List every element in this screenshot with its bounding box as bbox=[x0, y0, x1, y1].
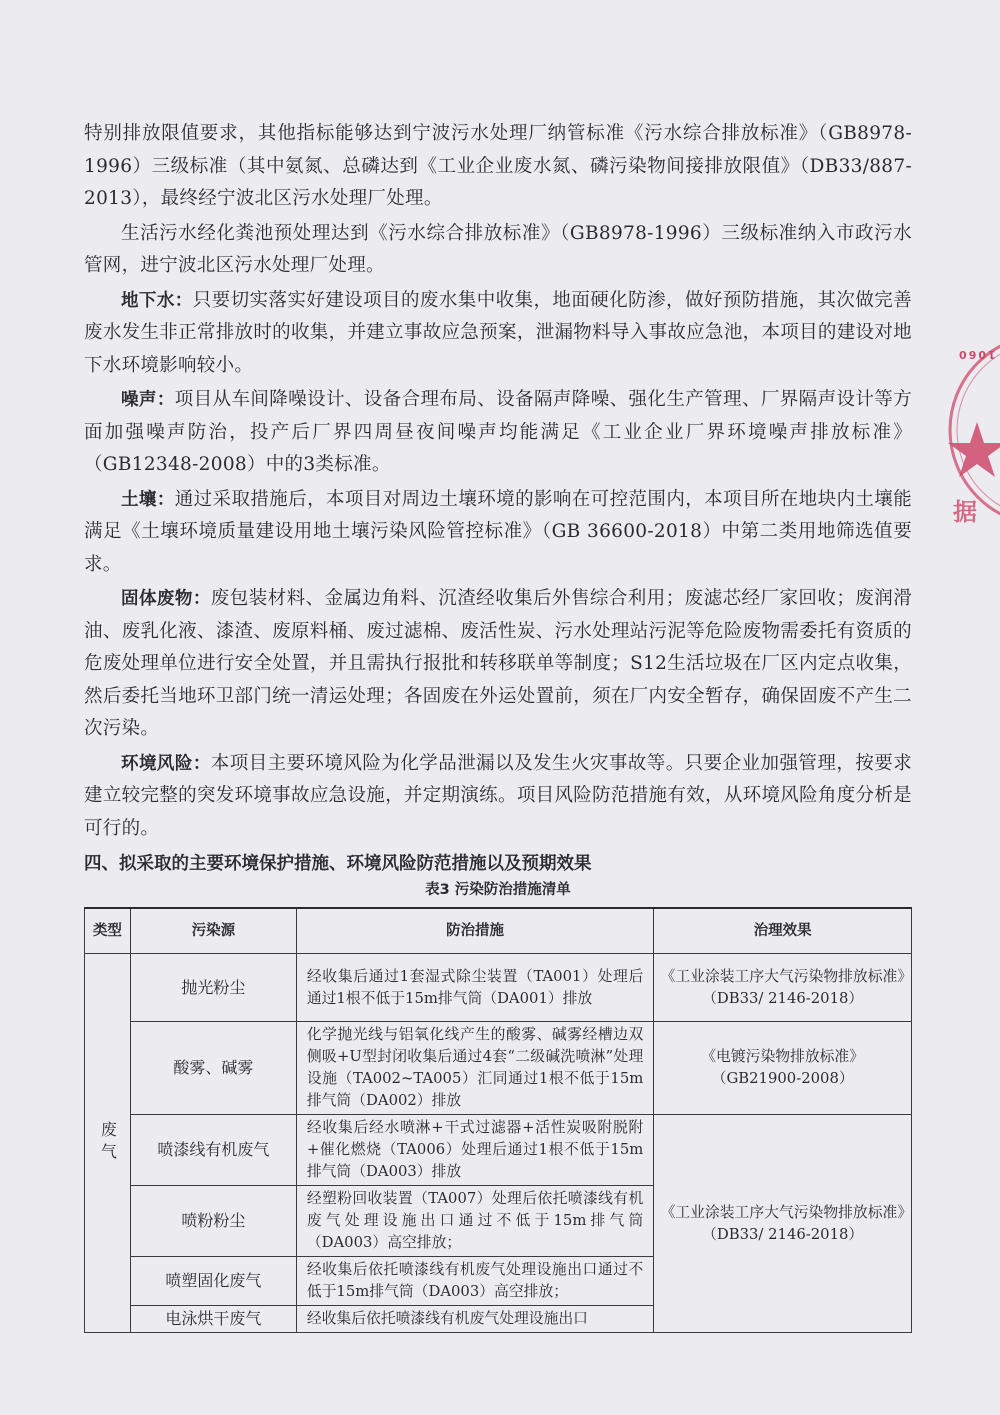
measure-cell: 经收集后通过1套湿式除尘装置（TA001）处理后通过1根不低于15m排气筒（DA001）排放 bbox=[296, 954, 653, 1022]
source-cell: 喷粉粉尘 bbox=[130, 1186, 296, 1257]
seal-char-fragment: 据 bbox=[953, 498, 977, 526]
paragraph-groundwater bbox=[84, 285, 912, 383]
header-source: 污染源 bbox=[130, 908, 296, 954]
paragraph-solid-waste bbox=[84, 583, 912, 746]
pollution-measures-table bbox=[84, 907, 912, 1333]
paragraph-label: 噪声： bbox=[121, 390, 175, 410]
effect-cell: 《工业涂装工序大气污染物排放标准》（DB33/ 2146-2018） bbox=[654, 954, 912, 1022]
paragraph-text: 特别排放限值要求，其他指标能够达到宁波污水处理厂纳管标准《污水综合排放标准》（GB8978-1996）三级标准（其中氨氮、总磷达到《工业企业废水氮、磷污染物间接排放限值》（DB33/887-2013），最终经宁波北区污水处理厂处理。 bbox=[84, 123, 912, 209]
measure-cell: 经收集后依托喷漆线有机废气处理设施出口 bbox=[296, 1306, 653, 1333]
paragraph-text: 废包装材料、金属边角料、沉渣经收集后外售综合利用；废滤芯经厂家回收；废润滑油、废乳化液、漆渣、废原料桶、废过滤棉、废活性炭、污水处理站污泥等危险废物需委托有资质的危废处理单位进行安全处置，并且需执行报批和转移联单等制度；S12生活垃圾在厂区内定点收集，然后委托当地环卫部门统一清运处理；各固废在外运处置前，须在厂内安全暂存，确保固废不产生二次污染。 bbox=[84, 588, 912, 739]
effect-cell: 《电镀污染物排放标准》（GB21900-2008） bbox=[654, 1022, 912, 1115]
effect-cell: 《工业涂装工序大气污染物排放标准》（DB33/ 2146-2018） bbox=[654, 1115, 912, 1333]
source-cell: 电泳烘干废气 bbox=[130, 1306, 296, 1333]
header-effect: 治理效果 bbox=[654, 908, 912, 954]
table-row bbox=[85, 1115, 912, 1186]
table-row bbox=[85, 954, 912, 1022]
paragraph-wastewater-standard bbox=[84, 118, 912, 216]
paragraph-noise bbox=[84, 384, 912, 482]
section-heading: 四、拟采取的主要环境保护措施、环境风险防范措施以及预期效果 bbox=[84, 854, 592, 874]
header-measure: 防治措施 bbox=[296, 908, 653, 954]
source-cell: 喷塑固化废气 bbox=[130, 1257, 296, 1306]
source-cell: 抛光粉尘 bbox=[130, 954, 296, 1022]
paragraph-domestic-sewage bbox=[84, 218, 912, 283]
type-cell: 废气 bbox=[85, 954, 131, 1333]
measure-cell: 经收集后经水喷淋+干式过滤器+活性炭吸附脱附+催化燃烧（TA006）处理后通过1根不低于15m排气筒（DA003）排放 bbox=[296, 1115, 653, 1186]
paragraph-environmental-risk bbox=[84, 748, 912, 846]
paragraph-label: 土壤： bbox=[121, 489, 175, 510]
measure-cell: 经塑粉回收装置（TA007）处理后依托喷漆线有机废气处理设施出口通过不低于15m排气筒（DA003）高空排放； bbox=[296, 1186, 653, 1257]
page-content bbox=[84, 118, 912, 1333]
table-header-row bbox=[85, 908, 912, 954]
header-type: 类型 bbox=[85, 908, 131, 954]
seal-number-fragment: 1060 bbox=[957, 348, 996, 361]
paragraph-text: 本项目主要环境风险为化学品泄漏以及发生火灾事故等。只要企业加强管理，按要求建立较完整的突发环境事故应急设施，并定期演练。项目风险防范措施有效，从环境风险角度分析是可行的。 bbox=[84, 752, 912, 839]
paragraph-label: 固体废物： bbox=[121, 589, 211, 609]
seal-star-icon bbox=[948, 422, 1000, 477]
table-row bbox=[85, 1022, 912, 1115]
table-caption: 表3 污染防治措施清单 bbox=[425, 882, 571, 898]
paragraph-text: 生活污水经化粪池预处理达到《污水综合排放标准》（GB8978-1996）三级标准纳入市政污水管网，进宁波北区污水处理厂处理。 bbox=[84, 222, 912, 276]
paragraph-text: 通过采取措施后，本项目对周边土壤环境的影响在可控范围内，本项目所在地块内土壤能满足《土壤环境质量建设用地土壤污染风险管控标准》（GB 36600-2018）中第二类用地筛选值要求。 bbox=[84, 488, 913, 575]
source-cell: 喷漆线有机废气 bbox=[130, 1115, 296, 1186]
paragraph-soil bbox=[84, 484, 912, 582]
paragraph-text: 项目从车间降噪设计、设备合理布局、设备隔声降噪、强化生产管理、厂界隔声设计等方面加强噪声防治，投产后厂界四周昼夜间噪声均能满足《工业企业厂界环境噪声排放标准》（GB12348-2008）中的3类标准。 bbox=[84, 389, 913, 475]
seal-stamp bbox=[905, 330, 1000, 530]
paragraph-label: 地下水： bbox=[121, 290, 193, 311]
paragraph-label: 环境风险： bbox=[121, 753, 211, 774]
source-cell: 酸雾、碱雾 bbox=[130, 1022, 296, 1115]
paragraph-text: 只要切实落实好建设项目的废水集中收集，地面硬化防渗，做好预防措施，其次做完善废水发生非正常排放时的收集，并建立事故应急预案，泄漏物料导入事故应急池，本项目的建设对地下水环境影响较小。 bbox=[84, 289, 913, 376]
measure-cell: 经收集后依托喷漆线有机废气处理设施出口通过不低于15m排气筒（DA003）高空排放； bbox=[296, 1257, 653, 1306]
measure-cell: 化学抛光线与铝氧化线产生的酸雾、碱雾经槽边双侧吸+U型封闭收集后通过4套“二级碱洗喷淋”处理设施（TA002~TA005）汇同通过1根不低于15m排气筒（DA002）排放 bbox=[296, 1022, 653, 1115]
